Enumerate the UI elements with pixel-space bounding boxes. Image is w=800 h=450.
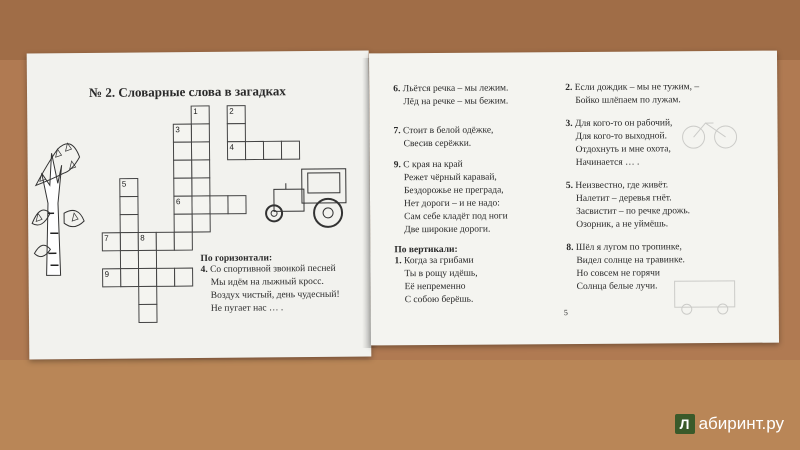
crossword-cell <box>174 178 192 196</box>
clue-number: 6. <box>393 84 401 95</box>
clue-line: Видел солнце на травинке. <box>576 255 685 266</box>
clue-number: 9. <box>393 160 401 171</box>
crossword-cell <box>139 268 157 286</box>
clue-line: Налетит – деревья гнёт. <box>575 193 672 204</box>
clue-line: Солнца белые лучи. <box>576 281 658 292</box>
crossword-cell <box>191 142 209 160</box>
clue-line: С края на край <box>403 159 463 171</box>
clue-line: Но совсем не горячи <box>576 268 660 279</box>
clue-number: 8. <box>566 243 574 254</box>
clue-line: Когда за грибами <box>403 255 474 267</box>
clue-number: 5. <box>565 181 574 192</box>
watermark-badge: Л <box>675 414 695 434</box>
tractor-illustration <box>266 169 347 228</box>
left-page <box>27 51 372 360</box>
horizontal-clues <box>200 253 339 316</box>
clue-line: Льётся речка – мы лежим. <box>402 83 509 95</box>
clue-7 <box>393 125 493 152</box>
horizontal-heading: По горизонтали: <box>200 253 273 264</box>
crossword-cell <box>210 196 228 214</box>
bicycle-ghost-icon <box>679 111 739 151</box>
crossword-number: 2 <box>229 106 234 116</box>
table-surface-bottom <box>0 360 800 450</box>
clue-line: Бездорожье не преграда, <box>403 185 504 197</box>
clue-line: Бойко шлёпаем по лужам. <box>575 95 681 106</box>
right-page <box>369 51 779 346</box>
crossword-cell <box>281 141 299 159</box>
clue-line: Воздух чистый, день чудесный! <box>210 289 340 301</box>
clue-line: Засвистит – по речке дрожь. <box>576 206 691 217</box>
birch-tree-illustration <box>31 143 84 275</box>
clue-3 <box>565 117 672 170</box>
clue-9 <box>394 158 508 237</box>
crossword-cell <box>139 304 157 322</box>
clue-line: Не пугает нас … . <box>210 303 284 314</box>
clue-4 <box>201 263 340 277</box>
crossword-cell <box>174 214 192 232</box>
crossword-cell <box>157 268 175 286</box>
clue-line: Сам себе кладёт под ноги <box>404 211 508 223</box>
crossword-cell <box>120 251 138 269</box>
clue-6 <box>393 82 508 109</box>
clue-number: 1. <box>394 256 402 267</box>
crossword-cell <box>138 250 156 268</box>
crossword-number: 8 <box>140 233 145 243</box>
crossword-number: 5 <box>121 179 127 189</box>
crossword-cell <box>174 232 192 250</box>
labirint-watermark <box>675 414 784 434</box>
clue-number: 7. <box>393 126 401 137</box>
clue-number: 2. <box>565 83 573 94</box>
crossword-cell <box>120 197 138 215</box>
crossword-cell <box>173 142 191 160</box>
crossword-cell <box>263 141 281 159</box>
clue-line: Неизвестно, где живёт. <box>575 180 669 191</box>
clue-number: 3. <box>565 119 573 130</box>
clue-line: С собою берёшь. <box>404 294 474 306</box>
crossword-cell <box>120 233 138 251</box>
crossword-cell <box>245 141 263 159</box>
crossword-number: 3 <box>175 125 180 135</box>
clue-8 <box>566 241 685 294</box>
crossword-cell <box>192 178 210 196</box>
watermark-text: абиринт.ру <box>698 414 784 433</box>
vertical-clues <box>394 245 477 308</box>
clue-number: 4. <box>200 264 208 275</box>
clue-line: Ты в рощу идёшь, <box>404 268 478 280</box>
crossword-cell <box>191 124 209 142</box>
clue-line: Отдохнуть и мне охота, <box>575 144 671 155</box>
clue-line: Со спортивной звонкой песней <box>210 263 336 275</box>
crossword-cell <box>175 268 193 286</box>
clue-line: Свесив серёжки. <box>403 138 472 150</box>
clue-line: Лёд на речке – мы бежим. <box>403 96 509 108</box>
crossword-cell <box>228 196 246 214</box>
clue-line: Мы идём на лыжный кросс. <box>210 276 324 288</box>
crossword-number: 1 <box>193 107 198 117</box>
clue-line: Озорник, а не уймёшь. <box>576 219 669 230</box>
crossword-cell <box>174 160 192 178</box>
clue-line: Начинается … . <box>575 157 640 168</box>
crossword-cell <box>192 214 210 232</box>
crossword-cell <box>156 232 174 250</box>
clue-line: Если дождик – мы не тужим, – <box>574 82 700 93</box>
clue-line: Две широкие дороги. <box>404 224 491 236</box>
clue-2 <box>565 81 699 108</box>
clue-line: Нет дороги – и не надо: <box>404 198 500 210</box>
crossword-number: 6 <box>175 197 181 207</box>
crossword-cell <box>121 269 139 287</box>
page-title: № 2. Словарные слова в загадках <box>88 83 286 100</box>
clue-line: Для кого-то он рабочий, <box>574 118 673 129</box>
crossword-cell <box>139 286 157 304</box>
crossword-cell <box>192 196 210 214</box>
crossword-cell <box>120 215 138 233</box>
clue-line: Стоит в белой одёжке, <box>402 125 494 137</box>
crossword-cell <box>192 160 210 178</box>
crossword-number: 4 <box>229 142 234 152</box>
clue-line: Режет чёрный каравай, <box>403 172 497 184</box>
crossword-number: 9 <box>104 269 110 279</box>
clue-line: Шёл я лугом по тропинке, <box>575 242 682 253</box>
page-number: 5 <box>563 308 568 318</box>
crossword-cell <box>227 124 245 142</box>
clue-line: Для кого-то выходной. <box>575 131 668 142</box>
clue-5 <box>566 179 690 232</box>
vertical-heading: По вертикали: <box>394 244 458 256</box>
clue-line: Её непременно <box>404 281 466 293</box>
crossword-number: 7 <box>104 233 109 243</box>
